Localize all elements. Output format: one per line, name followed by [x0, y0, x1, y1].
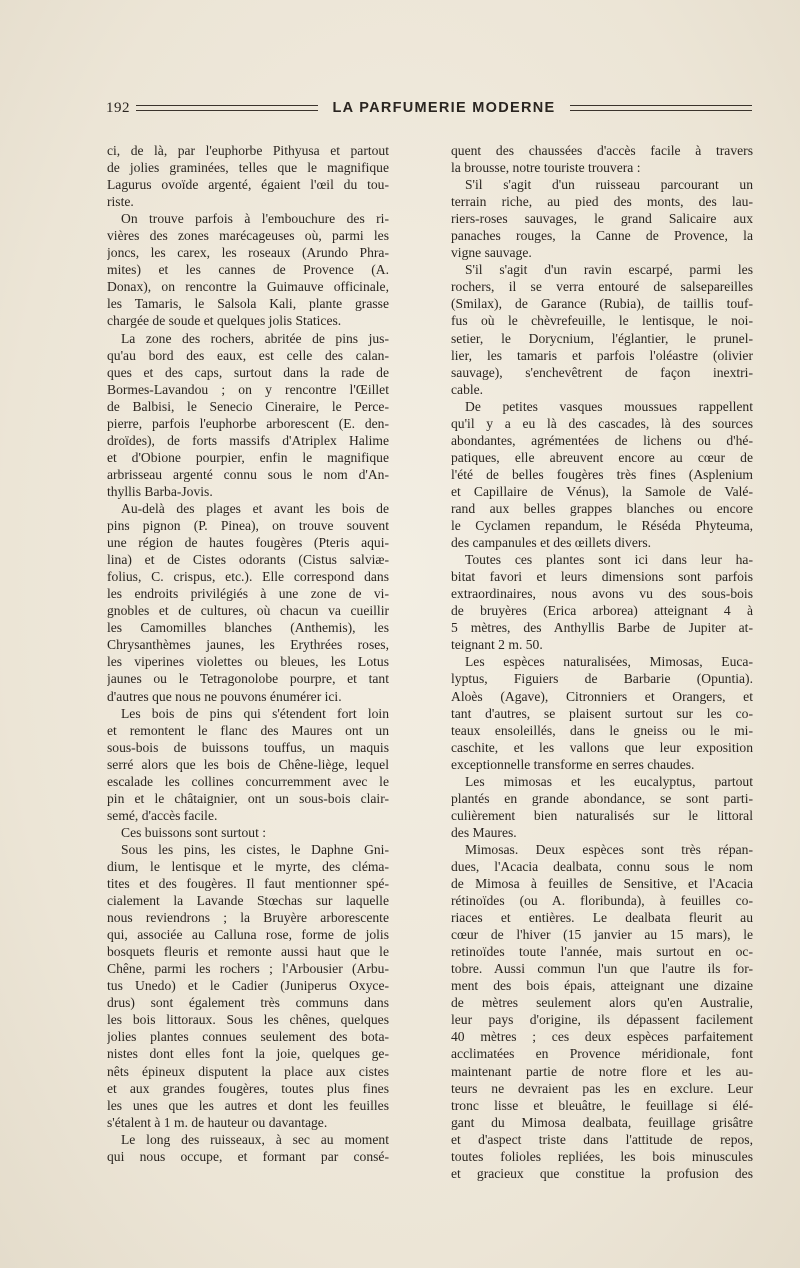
text-line: riaces et entières. Le dealbata fleurit au — [451, 910, 753, 926]
text-line: droïdes), de forts massifs d'Atriplex Halime — [107, 432, 389, 448]
text-line: lier, les tamaris et parfois l'oléastre (olivier — [451, 347, 753, 363]
text-line: retinoïdes toute l'année, mais surtout en oc- — [451, 944, 753, 960]
text-line: extraordinaires, nous avons vu des sous-bois — [451, 586, 753, 602]
text-line: Bormes-Lavandou ; on y rencontre l'Œillet — [107, 381, 389, 397]
text-line: drus) sont également très communs dans — [107, 995, 389, 1011]
text-line: cœur de l'hiver (15 janvier au 15 mars), le — [451, 927, 753, 943]
text-line: Ces buissons sont surtout : — [121, 824, 267, 840]
text-line: Donax), on rencontre la Guimauve officinale, — [107, 279, 389, 295]
text-line: 5 mètres, des Anthyllis Barbe de Jupiter at- — [451, 620, 753, 636]
text-line: S'il s'agit d'un ravin escarpé, parmi les — [465, 262, 753, 278]
text-line: Sous les pins, les cistes, le Daphne Gni- — [121, 841, 389, 857]
text-line: tant d'autres, se plaisent surtout sur les co- — [451, 705, 753, 721]
text-line: ques et des caps, surtout dans la rade de — [107, 364, 389, 380]
text-line: caschite, et les vallons que leur exposition — [451, 739, 753, 755]
text-line: riste. — [107, 194, 134, 210]
text-line: culièrement bien naturalisés sur le littoral — [451, 807, 753, 823]
text-line: Mimosas. Deux espèces sont très répan- — [465, 841, 753, 857]
text-line: thyllis Barba-Jovis. — [107, 483, 213, 499]
text-line: pierre, parfois l'euphorbe arborescent (E. den- — [107, 415, 389, 431]
text-line: teaux ensoleillés, dans le gneiss ou le mi- — [451, 722, 753, 738]
text-line: nous reviendrons ; la Bruyère arborescente — [107, 910, 389, 926]
text-line: tus Unedo) et le Cadier (Juniperus Oxyce- — [107, 978, 389, 994]
text-line: escalade les collines concurremment avec le — [107, 773, 389, 789]
text-line: mites) et les cannes de Provence (A. — [107, 262, 389, 278]
text-line: sauvage), s'enchevêtrent de façon inextri- — [451, 364, 753, 380]
text-line: les Camomilles blanches (Anthemis), les — [107, 620, 389, 636]
text-line: cialement la Lavande Stœchas sur laquelle — [107, 893, 389, 909]
text-line: et d'Obione pourpier, enfin le magnifique — [107, 449, 389, 465]
text-line: setier, le Dorycnium, l'églantier, le prunel- — [451, 330, 753, 346]
text-line: lyptus, Figuiers de Barbarie (Opuntia). — [451, 671, 753, 687]
text-line: ment des bois épais, atteignant une dizaine — [451, 978, 753, 994]
page-header — [106, 97, 752, 119]
text-line: de Balbisi, le Senecio Cineraire, le Perce- — [107, 398, 389, 414]
text-line: S'il s'agit d'un ruisseau parcourant un — [465, 177, 753, 193]
text-line: des Maures. — [451, 824, 517, 840]
text-line: folius, C. crispus, etc.). Elle correspond dans — [107, 569, 389, 585]
text-line: Chêne, parmi les rochers ; l'Arbousier (Arbu- — [107, 961, 389, 977]
text-line: dues, l'Acacia dealbata, connu sous le nom — [451, 858, 753, 874]
left-column — [107, 142, 389, 1165]
text-line: 40 mètres ; ces deux espèces parfaitement — [451, 1029, 753, 1045]
text-line: serré alors que les bois de Chêne-liège, lequel — [107, 756, 389, 772]
text-line: abondantes, agrémentées de lichens ou d'hé- — [451, 432, 753, 448]
text-line: Chrysanthèmes jaunes, les Erythrées roses, — [107, 637, 389, 653]
text-line: De petites vasques moussues rappellent — [465, 398, 753, 414]
text-line: (Smilax), de Garance (Rubia), de taillis touf- — [451, 296, 753, 312]
text-line: le Cyclamen repandum, le Réséda Phyteuma, — [451, 518, 753, 534]
text-line: pins pignon (P. Pinea), on trouve souvent — [107, 518, 389, 534]
text-line: maintenant partie de notre flore et les au- — [451, 1063, 753, 1079]
text-line: et d'aspect triste dans l'attitude de repos, — [451, 1131, 753, 1147]
text-line: jolies plantes connues seulement des bota- — [107, 1029, 389, 1045]
text-line: pin et le châtaignier, ont un sous-bois clair- — [107, 790, 389, 806]
text-line: panaches rouges, la Canne de Provence, la — [451, 228, 753, 244]
page-number: 192 — [106, 99, 130, 116]
text-line: gnobles et de cultures, où chacun va cueillir — [107, 603, 389, 619]
text-line: lina) et de Cistes odorants (Cistus salviæ- — [107, 552, 389, 568]
text-line: tobre. Aussi commun l'un que l'autre ils for- — [451, 961, 753, 977]
text-line: Lagurus ovoïde argenté, égaient l'œil du tou- — [107, 177, 389, 193]
text-line: toutes folioles repliées, les bois minuscules — [451, 1148, 753, 1164]
text-line: fus où le chèvrefeuille, le lentisque, le noi- — [451, 313, 753, 329]
text-line: quent des chaussées d'accès facile à travers — [451, 143, 753, 158]
text-line: joncs, les carex, les roseaux (Arundo Phra- — [107, 245, 389, 261]
text-line: nêts épineux disputent la place aux cistes — [107, 1063, 389, 1079]
text-line: tites et des fougères. Il faut mentionner spé- — [107, 876, 389, 892]
text-line: l'été de belles fougères très fines (Asplenium — [451, 466, 753, 482]
text-line: leur pays d'origine, ils dépassent facilement — [451, 1012, 753, 1028]
text-line: et remontent le flanc des Maures ont un — [107, 722, 389, 738]
text-line: qui, associée au Calluna rose, forme de jolis — [107, 927, 389, 943]
running-title: LA PARFUMERIE MODERNE — [332, 100, 556, 116]
text-line: s'étalent à 1 m. de hauteur ou davantage. — [107, 1114, 328, 1130]
text-line: nistes dont elles font la joie, quelques ge- — [107, 1046, 389, 1062]
text-line: gant du Mimosa dealbata, feuillage grisâtre — [451, 1114, 753, 1130]
text-line: bosquets fleuris et remonte aussi haut que le — [107, 944, 389, 960]
text-line: La zone des rochers, abritée de pins jus- — [121, 330, 389, 346]
text-line: de Mimosa à feuilles de Sensitive, et l'Acacia — [451, 876, 753, 892]
text-line: qu'il y a eu là des cascades, là des sources — [451, 415, 753, 431]
text-line: de bruyères (Erica arborea) atteignant 4 à — [451, 603, 753, 619]
text-line: cable. — [451, 381, 484, 397]
text-line: qui nous occupe, et formant par consé- — [107, 1148, 389, 1164]
text-line: de mètres seulement alors qu'en Australie, — [451, 995, 753, 1011]
text-line: les bois littoraux. Sous les chênes, quelques — [107, 1012, 389, 1028]
text-line: dium, le lentisque et le myrte, des cléma- — [107, 858, 389, 874]
text-line: d'autres que nous ne pouvons énumérer ici. — [107, 688, 342, 704]
text-line: bitat favori et leurs dimensions sont parfois — [451, 569, 753, 585]
text-line: ci, de là, par l'euphorbe Pithyusa et partout — [107, 143, 389, 158]
header-rule-left — [136, 105, 318, 111]
header-rule-right — [570, 105, 752, 111]
text-line: exceptionnelle transforme en serres chaudes. — [451, 756, 695, 772]
text-line: teurs ne devraient pas les en exclure. Leur — [451, 1080, 753, 1096]
text-line: vigne sauvage. — [451, 245, 532, 261]
text-line: les viperines violettes ou bleues, les Lotus — [107, 654, 389, 670]
text-line: de jolies graminées, telles que le magnifique — [107, 160, 389, 176]
right-column — [451, 142, 753, 1182]
text-line: arbrisseau argenté connu sous le nom d'An- — [107, 466, 389, 482]
text-line: tronc lisse et bleuâtre, le feuillage si élé- — [451, 1097, 753, 1113]
text-line: les unes que les autres et dont les feuilles — [107, 1097, 389, 1113]
text-line: Aloès (Agave), Citronniers et Orangers, et — [451, 688, 753, 704]
text-line: Toutes ces plantes sont ici dans leur ha- — [465, 552, 753, 568]
text-line: rand aux belles grappes blanches ou encore — [451, 500, 753, 516]
text-line: semé, d'accès facile. — [107, 807, 218, 823]
text-line: plantés en grande abondance, se sont parti- — [451, 790, 753, 806]
text-line: teignant 2 m. 50. — [451, 637, 543, 653]
text-line: rochers, il se verra entouré de salsepareilles — [451, 279, 753, 295]
text-line: Les espèces naturalisées, Mimosas, Euca- — [465, 654, 753, 670]
text-line: les endroits privilégiés à une zone de vi- — [107, 586, 389, 602]
text-line: une région de hautes fougères (Pteris aqui- — [107, 535, 389, 551]
text-line: On trouve parfois à l'embouchure des ri- — [121, 211, 389, 227]
text-line: qu'au bord des eaux, est celle des calan- — [107, 347, 389, 363]
text-line: et gracieux que constitue la profusion des — [451, 1165, 753, 1181]
text-line: sous-bois de buissons touffus, un maquis — [107, 739, 389, 755]
text-line: et aux grandes fougères, toutes plus fines — [107, 1080, 389, 1096]
text-line: terrain riche, au pied des monts, des lau- — [451, 194, 753, 210]
text-line: la brousse, notre touriste trouvera : — [451, 160, 641, 176]
text-line: Au-delà des plages et avant les bois de — [121, 500, 389, 516]
text-line: chargée de soude et quelques jolis Statices. — [107, 313, 342, 329]
text-line: des campanules et des œillets divers. — [451, 535, 652, 551]
text-line: acclimatées en Provence méridionale, font — [451, 1046, 753, 1062]
text-line: riers-roses sauvages, le grand Salicaire aux — [451, 211, 753, 227]
text-line: patiques, elle abreuvent encore au cœur de — [451, 449, 753, 465]
text-line: vières des zones marécageuses où, parmi les — [107, 228, 389, 244]
text-line: et Capillaire de Vénus), la Samole de Valé- — [451, 483, 753, 499]
text-line: Le long des ruisseaux, à sec au moment — [121, 1131, 389, 1147]
text-line: les Tamaris, le Salsola Kali, plante grasse — [107, 296, 389, 312]
text-line: Les mimosas et les eucalyptus, partout — [465, 773, 753, 789]
text-line: rétinoïdes (ou A. floribunda), à feuilles co- — [451, 893, 753, 909]
text-line: jaunes ou le Tetragonolobe pourpre, et tant — [107, 671, 389, 687]
text-line: Les bois de pins qui s'étendent fort loin — [121, 705, 389, 721]
